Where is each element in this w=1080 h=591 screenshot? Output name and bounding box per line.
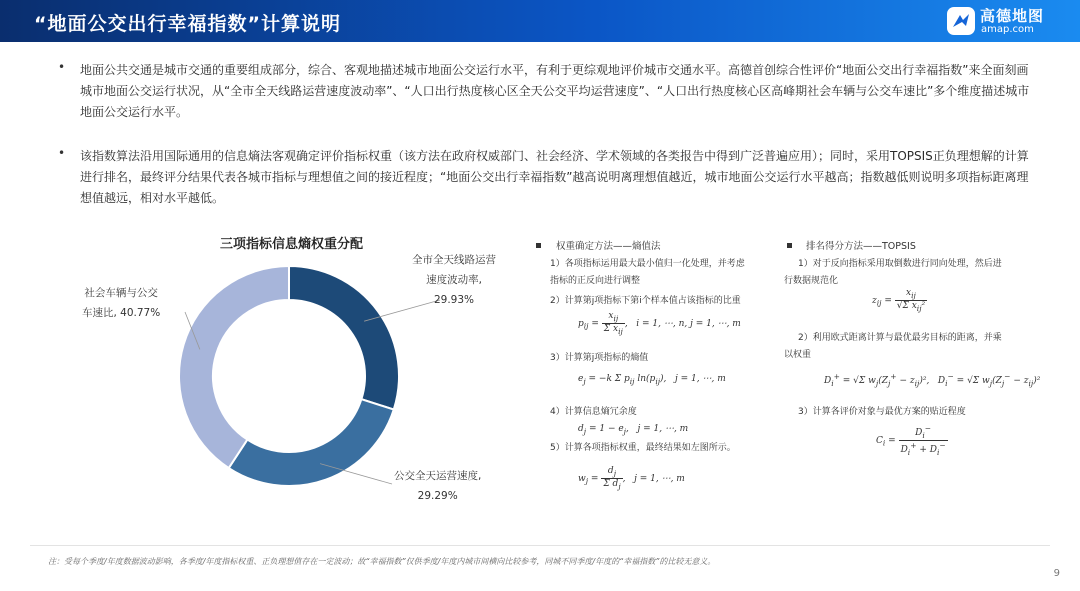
label-speed-ratio xyxy=(82,283,160,323)
page-number: 9 xyxy=(1053,568,1060,579)
section-marker-2 xyxy=(787,243,792,248)
formula-proportion: $p_{ij}$ = $\frac{x_{ij}}{\Sigma x_{ij}}$ , i = 1, ⋯, n, j = 1, ⋯, m xyxy=(578,311,741,336)
formula-closeness: $C_i$ = $\frac{D_i^-}{D_i^+ + D_i^-}$ xyxy=(876,424,946,457)
bullet-paragraph-1: 地面公共交通是城市交通的重要组成部分，综合、客观地描述城市地面公交运行水平，有利于更综观地评价城市交通水平。高德首创综合性评价“地面公交出行幸福指数”来全面刻画城市地面公交运行状况，从“全市全天线路运营速度波动率”、“人口出行热度核心区全天公交平均运营速度”、“人口出行热度核心区高峰期社会车辆与公交车速比”多个维度描述城市地面公交运行水平。 xyxy=(80,63,1030,119)
formula-redundancy: $d_j = 1 - e_j$, j = 1, ⋯, m xyxy=(578,424,689,436)
entropy-step2: 2）计算第j项指标下第i个样本值占该指标的比重 xyxy=(550,296,741,306)
label-speed-volatility-l3: 29.93% xyxy=(433,294,475,306)
bullet-paragraph-2: 该指数算法沿用国际通用的信息熵法客观确定评价指标权重（该方法在政府权威部门、社会经济、学术领域的各类报告中得到广泛普遍应用）；同时，采用TOPSIS正负理想解的计算进行排名，最终评分结果代表各城市指标与理想值之间的接近程度；“地面公交出行幸福指数”越高说明离理想值越近，城市地面公交运行水平越高；指数越低则说明多项指标距离理想值越远，相对水平越低。 xyxy=(80,149,1029,205)
formula-entropy: $e_j = -k$ Σ $p_{ij}$ $\ln(p_{ij})$, j = 1, ⋯, m xyxy=(578,374,726,386)
label-bus-speed-l2: 29.29% xyxy=(417,490,458,502)
formula-distance: $D_i^+ = √\Sigma$ $w_j(Z_j^+ - z_{ij})^2$, $D_i^- = √\Sigma$ $w_j(Z_j^- - z_{ij})^2$ xyxy=(824,372,1041,388)
label-speed-ratio-l2: 车速比, 40.77% xyxy=(82,307,161,319)
topsis-step2b: 以权重 xyxy=(784,350,812,360)
bullet-dot-1: • xyxy=(58,60,66,74)
entropy-step1a: 1）各项指标运用最大最小值归一化处理，并考虑 xyxy=(550,259,745,269)
topsis-step2a: 2）利用欧式距离计算与最优最劣目标的距离，并乘 xyxy=(798,333,1002,343)
entropy-step1b: 指标的正反向进行调整 xyxy=(550,276,641,286)
chart-title: 三项指标信息熵权重分配 xyxy=(220,237,364,252)
formula-weight: $w_j$ = $\frac{d_j}{\Sigma d_j}$ , j = 1, ⋯, m xyxy=(578,466,685,491)
donut-slice-1 xyxy=(229,399,394,486)
logo-text-cn: 高德地图 xyxy=(980,7,1045,25)
footer-divider xyxy=(30,545,1050,546)
topsis-step3: 3）计算各评价对象与最优方案的贴近程度 xyxy=(798,407,966,417)
logo-text-en: amap.com xyxy=(981,24,1034,35)
label-speed-ratio-l1: 社会车辆与公交 xyxy=(84,287,158,299)
entropy-method-title: 权重确定方法——熵值法 xyxy=(556,241,661,252)
topsis-step1b: 行数据规范化 xyxy=(784,276,839,286)
formula-normalize: $z_{ij}$ = $\frac{x_{ij}}{√\Sigma x_{ij}^2}$ xyxy=(872,288,926,313)
label-speed-volatility-l1: 全市全天线路运营 xyxy=(412,254,496,266)
label-speed-volatility xyxy=(412,250,496,310)
topsis-step1a: 1）对于反向指标采用取倒数进行同向处理，然后进 xyxy=(798,259,1002,269)
topsis-method-title: 排名得分方法——TOPSIS xyxy=(806,241,916,252)
label-speed-volatility-l2: 速度波动率, xyxy=(426,274,482,286)
label-bus-speed-l1: 公交全天运营速度, xyxy=(394,470,482,482)
entropy-step5: 5）计算各项指标权重，最终结果如左图所示。 xyxy=(550,443,736,453)
page-title: “地面公交出行幸福指数”计算说明 xyxy=(34,13,341,35)
bullet-dot-2: • xyxy=(58,146,66,160)
entropy-step3: 3）计算第j项指标的熵值 xyxy=(550,353,649,363)
label-bus-speed xyxy=(394,466,481,506)
section-marker-1 xyxy=(536,243,541,248)
donut-slice-2 xyxy=(179,266,289,468)
donut-slice-0 xyxy=(289,266,399,410)
footnote: 注：受每个季度/年度数据波动影响，各季度/年度指标权重、正负理想值存在一定波动；故“幸福指数”仅供季度/年度内城市间横向比较参考，同城不同季度/年度的“幸福指数”的比较无意义。 xyxy=(48,557,716,566)
entropy-step4: 4）计算信息熵冗余度 xyxy=(550,407,637,417)
